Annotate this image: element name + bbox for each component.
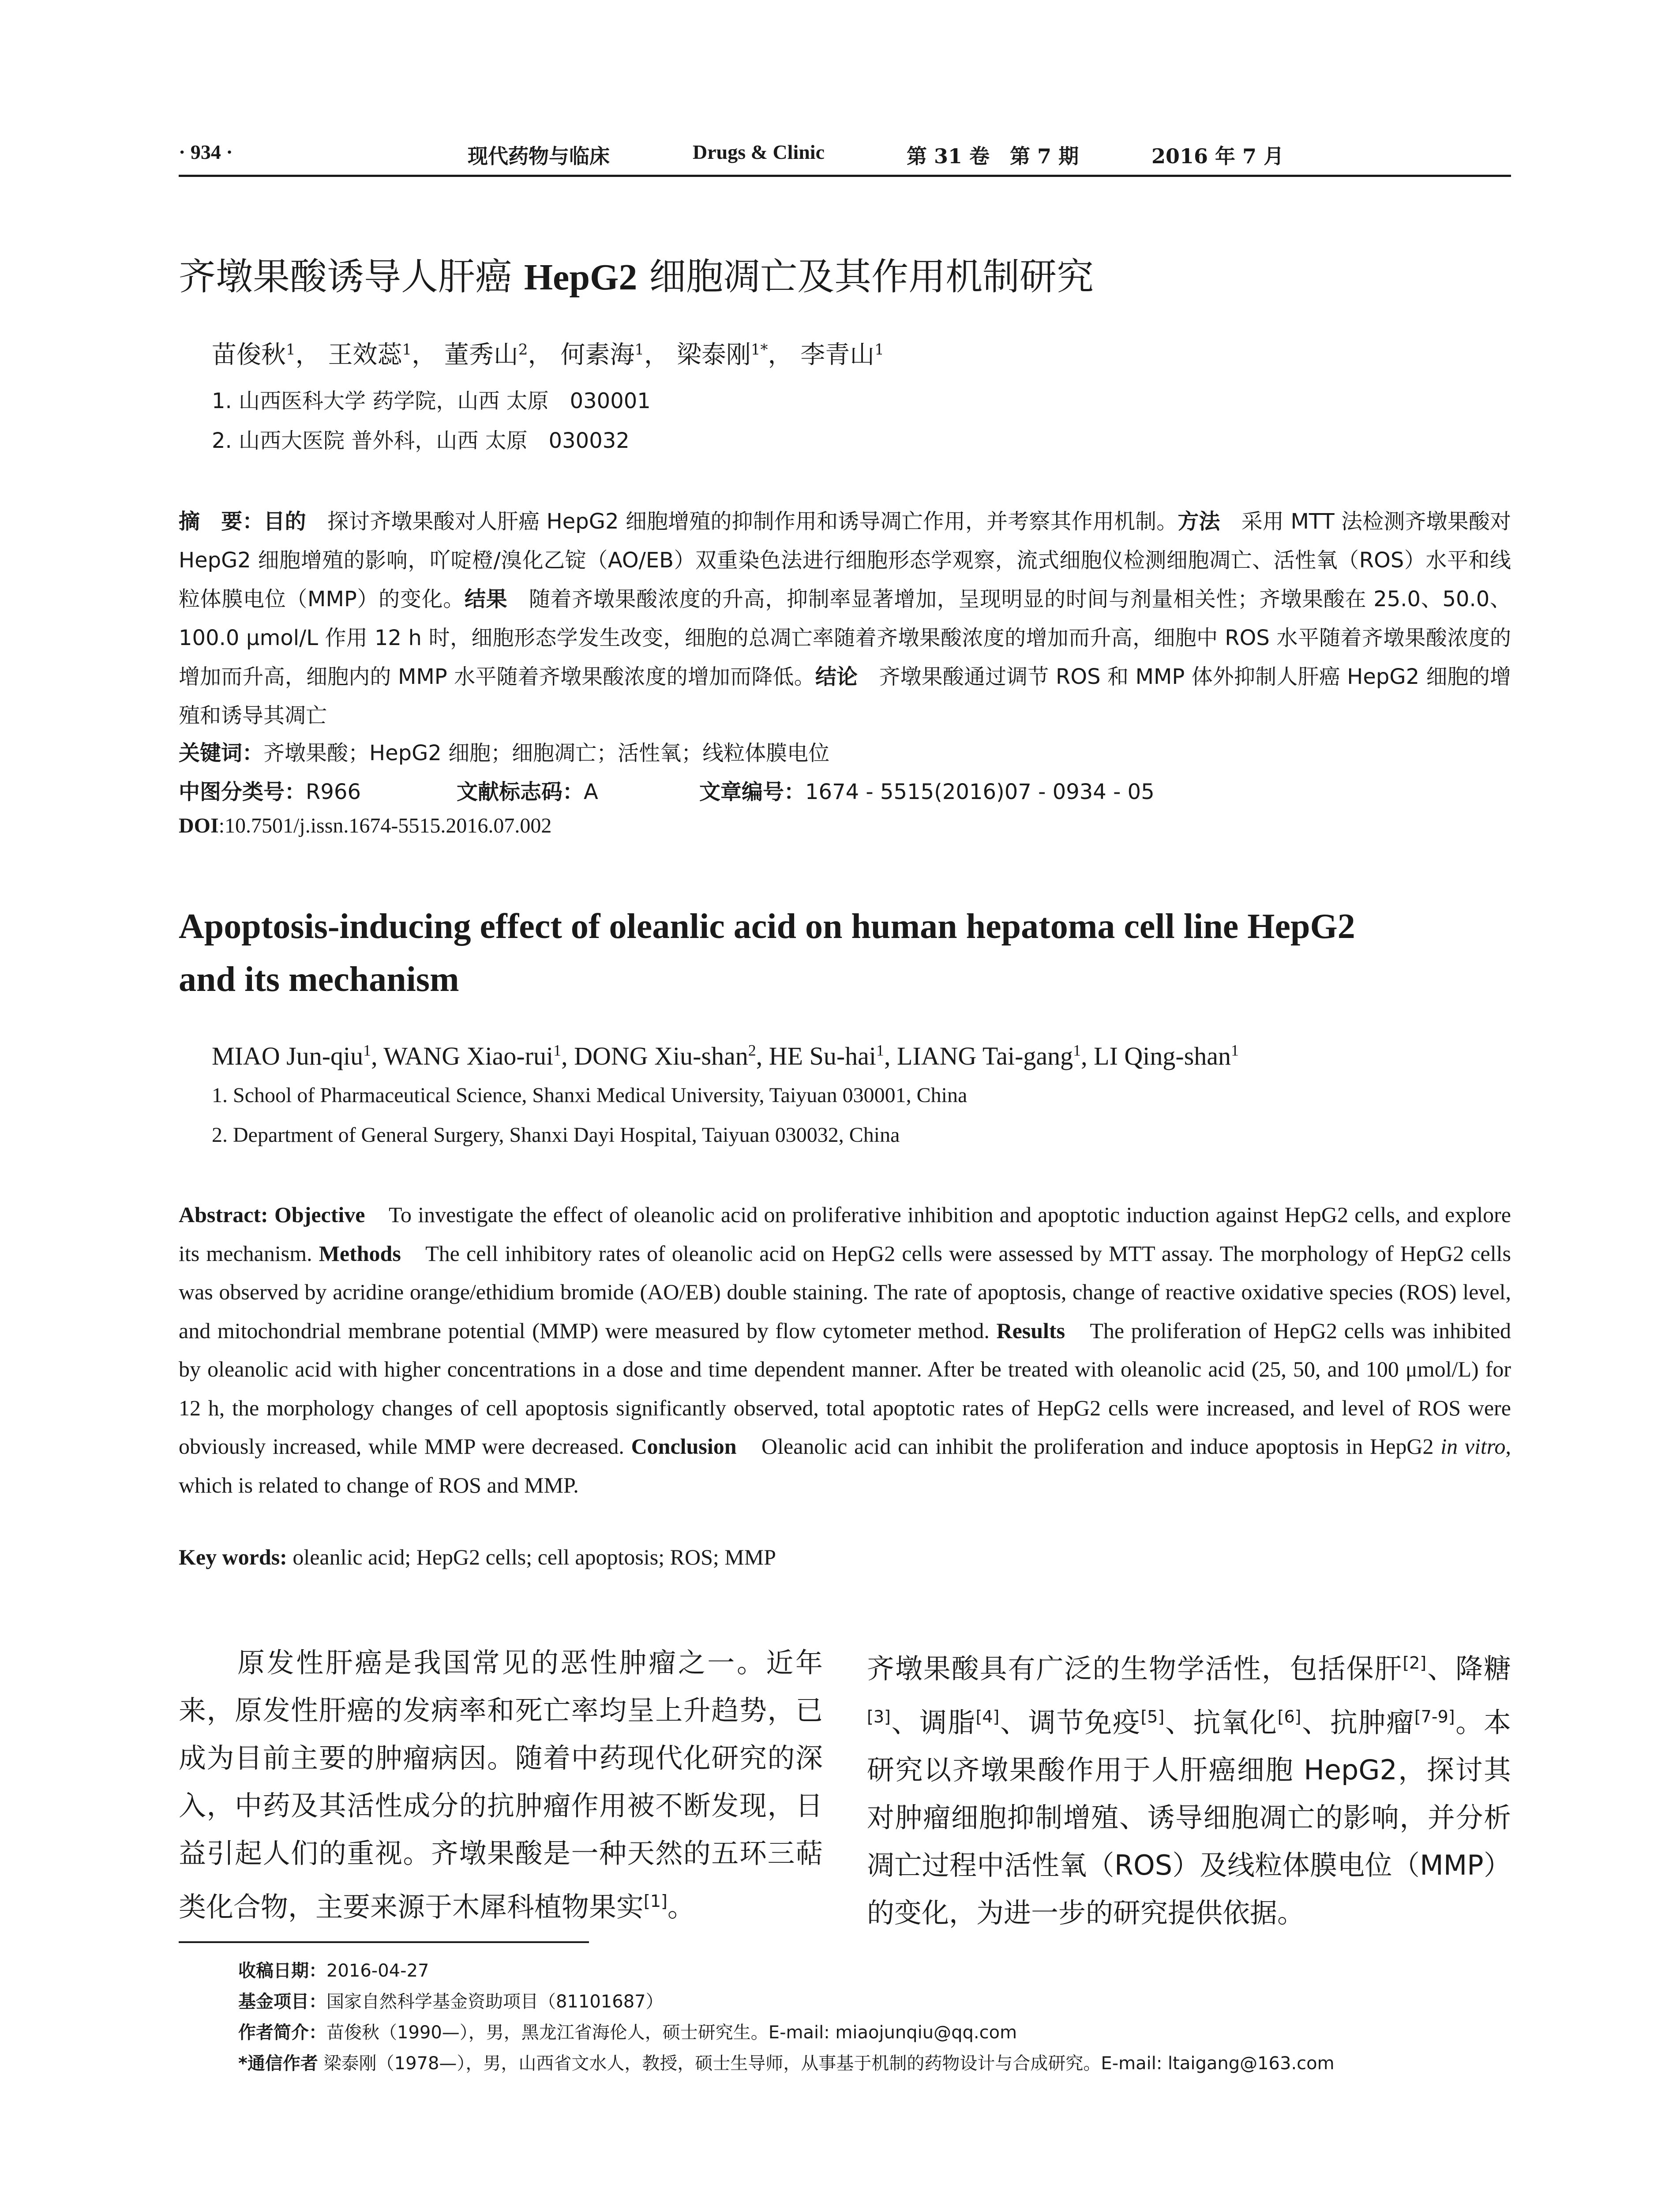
doi[interactable]: DOI:10.7501/j.issn.1674-5515.2016.07.002 bbox=[179, 814, 552, 837]
affiliation-cn-1: 1. 山西医科大学 药学院，山西 太原 030001 bbox=[212, 389, 651, 413]
keywords-en: Key words: oleanlic acid; HepG2 cells; cell apoptosis; ROS; MMP bbox=[179, 1545, 776, 1569]
page-title-en: Apoptosis-inducing effect of oleanlic acid on human hepatoma cell line HepG2 and its mechanism bbox=[179, 907, 1355, 999]
citation: [4] bbox=[975, 1707, 1000, 1726]
footnote-received: 收稿日期：2016-04-27 bbox=[238, 1961, 429, 1981]
author-en: LI Qing-shan$^1$ bbox=[1094, 1042, 1239, 1071]
abstract-cn: 摘 要：目的 探讨齐墩果酸对人肝癌 HepG2 细胞增殖的抑制作用和诱导凋亡作用，并考察其作用机制。方法 采用 MTT 法检测齐墩果酸对 HepG2 细胞增殖的影响，吖啶橙/溴化乙锭（AO/EB）双重染色法进行细胞形态学观察，流式细胞仪检测细胞凋亡、活性氧（ROS）水平和线粒体膜电位（MMP）的变化。结果 随着齐墩果酸浓度的升高，抑制率显著增加，呈现明显的时间与剂量相关性；齐墩果酸在 25.0、50.0、100.0 μmol/L 作用 12 h 时，细胞形态学发生改变，细胞的总凋亡率随着齐墩果酸浓度的增加而升高，细胞中 ROS 水平随着齐墩果酸浓度的增加而升高，细胞内的 MMP 水平随着齐墩果酸浓度的增加而降低。结论 齐墩果酸通过调节 ROS 和 MMP 体外抑制人肝癌 HepG2 细胞的增殖和诱导其凋亡 bbox=[179, 509, 1511, 728]
issue-info: 第 31 卷 第 7 期 bbox=[907, 144, 1079, 168]
author-en: MIAO Jun-qiu$^1$ bbox=[212, 1042, 371, 1071]
footnote-corresponding: *通信作者 梁泰刚（1978—），男，山西省文水人，教授，硕士生导师，从事基于机制的药物设计与合成研究。E-mail: ltaigang@163.com bbox=[238, 2053, 1335, 2074]
document-code: 文献标志码：A bbox=[457, 780, 598, 804]
citation: [1] bbox=[644, 1891, 668, 1911]
author-cn: 王效蕊$^1$ bbox=[328, 341, 412, 369]
citation: [2] bbox=[1402, 1653, 1427, 1673]
authors-cn: 苗俊秋$^1$， 王效蕊$^1$， 董秀山$^2$， 何素海$^1$， 梁泰刚$^{1*}$， 李青山$^1$ bbox=[212, 341, 884, 369]
author-cn: 李青山$^1$ bbox=[800, 341, 884, 369]
footnote-rule bbox=[179, 1941, 589, 1943]
citation: [3] bbox=[867, 1707, 891, 1726]
footnote-author-bio: 作者简介：苗俊秋（1990—），男，黑龙江省海伦人，硕士研究生。E-mail: miaojunqiu@qq.com bbox=[238, 2022, 1017, 2043]
issue-date: 2016 年 7 月 bbox=[1151, 144, 1284, 168]
affiliation-en-1: 1. School of Pharmaceutical Science, Shanxi Medical University, Taiyuan 030001, China bbox=[212, 1084, 968, 1107]
author-en: DONG Xiu-shan$^2$ bbox=[574, 1042, 756, 1071]
running-header bbox=[179, 140, 1511, 167]
author-en: LIANG Tai-gang$^1$ bbox=[897, 1042, 1081, 1071]
body-column-left: 原发性肝癌是我国常见的恶性肿瘤之一。近年来，原发性肝癌的发病率和死亡率均呈上升趋势，已成为目前主要的肿瘤病因。随着中药现代化研究的深入，中药及其活性成分的抗肿瘤作用被不断发现，日益引起人们的重视。齐墩果酸是一种天然的五环三萜类化合物，主要来源于木犀科植物果实[1]。 bbox=[179, 1647, 823, 1923]
authors-en: MIAO Jun-qiu$^1$, WANG Xiao-rui$^1$, DONG Xiu-shan$^2$, HE Su-hai$^1$, LIANG Tai-gang$^1$, LI Qing-shan$^1$ bbox=[212, 1042, 1239, 1071]
footnote-funding: 基金项目：国家自然科学基金资助项目（81101687） bbox=[238, 1992, 664, 2012]
article-number: 文章编号：1674 - 5515(2016)07 - 0934 - 05 bbox=[699, 780, 1155, 804]
citation: [7-9] bbox=[1414, 1707, 1455, 1726]
page-number: · 934 · bbox=[179, 141, 233, 163]
abstract-en: Abstract: Objective To investigate the effect of oleanolic acid on proliferative inhibition and apoptotic induction against HepG2 cells, and explore its mechanism. Methods The cell inhibitory rates of oleanolic acid on HepG2 cells were assessed by MTT assay. The morphology of HepG2 cells was observed by acridine orange/ethidium bromide (AO/EB) double staining. The rate of apoptosis, change of reactive oxidative species (ROS) level, and mitochondrial membrane potential (MMP) were measured by flow cytometer method. Results The proliferation of HepG2 cells was inhibited by oleanolic acid with higher concentrations in a dose and time dependent manner. After be treated with oleanolic acid (25, 50, and 100 μmol/L) for 12 h, the morphology changes of cell apoptosis significantly observed, total apoptotic rates of HepG2 cells were increased, and level of ROS were obviously increased, while MMP were decreased. Conclusion Oleanolic acid can inhibit the proliferation and induce apoptosis in HepG2 in vitro, which is related to change of ROS and MMP. bbox=[179, 1202, 1511, 1497]
author-en: HE Su-hai$^1$ bbox=[769, 1042, 885, 1071]
author-cn: 苗俊秋$^1$ bbox=[212, 341, 296, 369]
keywords-cn: 关键词：齐墩果酸；HepG2 细胞；细胞凋亡；活性氧；线粒体膜电位 bbox=[179, 741, 830, 765]
citation: [5] bbox=[1140, 1707, 1165, 1726]
citation: [6] bbox=[1277, 1707, 1301, 1726]
journal-name-en: Drugs & Clinic bbox=[693, 141, 825, 163]
page-title-cn: 齐墩果酸诱导人肝癌 HepG2 细胞凋亡及其作用机制研究 bbox=[179, 255, 1094, 298]
header-rule bbox=[179, 175, 1511, 177]
author-cn: 董秀山$^2$ bbox=[444, 341, 528, 369]
clc-number: 中图分类号：R966 bbox=[179, 780, 361, 804]
author-en: WANG Xiao-rui$^1$ bbox=[383, 1042, 562, 1071]
body-column-right: 齐墩果酸具有广泛的生物学活性，包括保肝[2]、降糖[3]、调脂[4]、调节免疫[5]、抗氧化[6]、抗肿瘤[7-9]。本研究以齐墩果酸作用于人肝癌细胞 HepG2，探讨其对肿瘤细胞抑制增殖、诱导细胞凋亡的影响，并分析凋亡过程中活性氧（ROS）及线粒体膜电位（MMP）的变化，为进一步的研究提供依据。 bbox=[867, 1652, 1511, 1929]
affiliation-en-2: 2. Department of General Surgery, Shanxi Dayi Hospital, Taiyuan 030032, China bbox=[212, 1123, 900, 1147]
author-cn: 梁泰刚$^{1*}$ bbox=[676, 341, 768, 369]
journal-name-cn: 现代药物与临床 bbox=[468, 144, 610, 168]
author-cn: 何素海$^1$ bbox=[560, 341, 644, 369]
affiliation-cn-2: 2. 山西大医院 普外科，山西 太原 030032 bbox=[212, 428, 630, 453]
